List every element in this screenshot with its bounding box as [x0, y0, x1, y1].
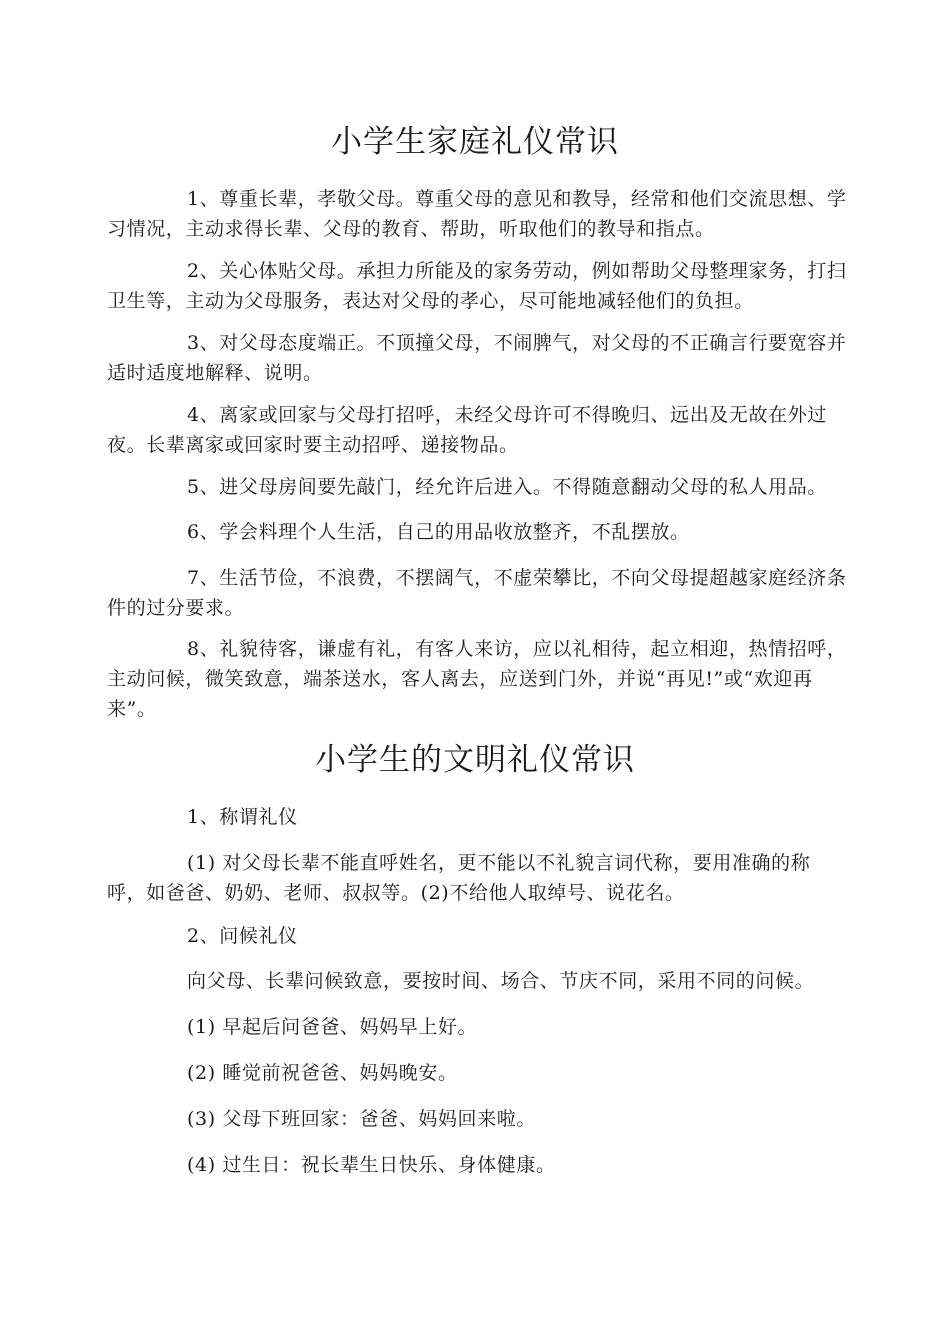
section1-item-3: 3、对父母态度端正。不顶撞父母，不闹脾气，对父母的不正确言行要宽容并适时适度地解释、说明。: [107, 332, 847, 384]
section1-item-7: 7、生活节俭，不浪费，不摆阔气，不虚荣攀比，不向父母提超越家庭经济条件的过分要求。: [107, 567, 847, 619]
section2-item1-heading: 1、称谓礼仪: [187, 806, 298, 828]
section2-item2-intro: 向父母、长辈问候致意，要按时间、场合、节庆不同，采用不同的问候。: [187, 970, 815, 992]
section2-item1-text: (1) 对父母长辈不能直呼姓名，更不能以不礼貌言词代称，要用准确的称呼，如爸爸、奶奶、老师、叔叔等。(2)不给他人取绰号、说花名。: [107, 852, 811, 904]
section1-title: 小学生家庭礼仪常识: [331, 124, 619, 160]
section2-item2-heading: 2、问候礼仪: [187, 925, 298, 947]
section1-item-6: 6、学会料理个人生活，自己的用品收放整齐，不乱摆放。: [187, 521, 690, 543]
section1-item-8: 8、礼貌待客，谦虚有礼，有客人来访，应以礼相待，起立相迎，热情招呼，主动问候，微笑致意，端茶送水，客人离去，应送到门外，并说“再见!”或“欢迎再来”。: [107, 638, 847, 720]
section1-item-1: 1、尊重长辈，孝敬父母。尊重父母的意见和教导，经常和他们交流思想、学习情况，主动求得长辈、父母的教育、帮助，听取他们的教导和指点。: [107, 188, 847, 240]
greeting-item-1: (1) 早起后问爸爸、妈妈早上好。: [187, 1016, 478, 1038]
greeting-item-4: (4) 过生日：祝长辈生日快乐、身体健康。: [187, 1154, 556, 1176]
section1-item-4: 4、离家或回家与父母打招呼，未经父母许可不得晚归、远出及无故在外过夜。长辈离家或回家时要主动招呼、递接物品。: [107, 404, 827, 456]
greeting-item-2: (2) 睡觉前祝爸爸、妈妈晚安。: [187, 1062, 458, 1084]
section2-title: 小学生的文明礼仪常识: [315, 742, 635, 778]
greeting-item-3: (3) 父母下班回家：爸爸、妈妈回来啦。: [187, 1108, 536, 1130]
section1-item-5: 5、进父母房间要先敲门，经允许后进入。不得随意翻动父母的私人用品。: [187, 476, 827, 498]
section1-item-2: 2、关心体贴父母。承担力所能及的家务劳动，例如帮助父母整理家务，打扫卫生等，主动为父母服务，表达对父母的孝心，尽可能地减轻他们的负担。: [107, 260, 847, 312]
